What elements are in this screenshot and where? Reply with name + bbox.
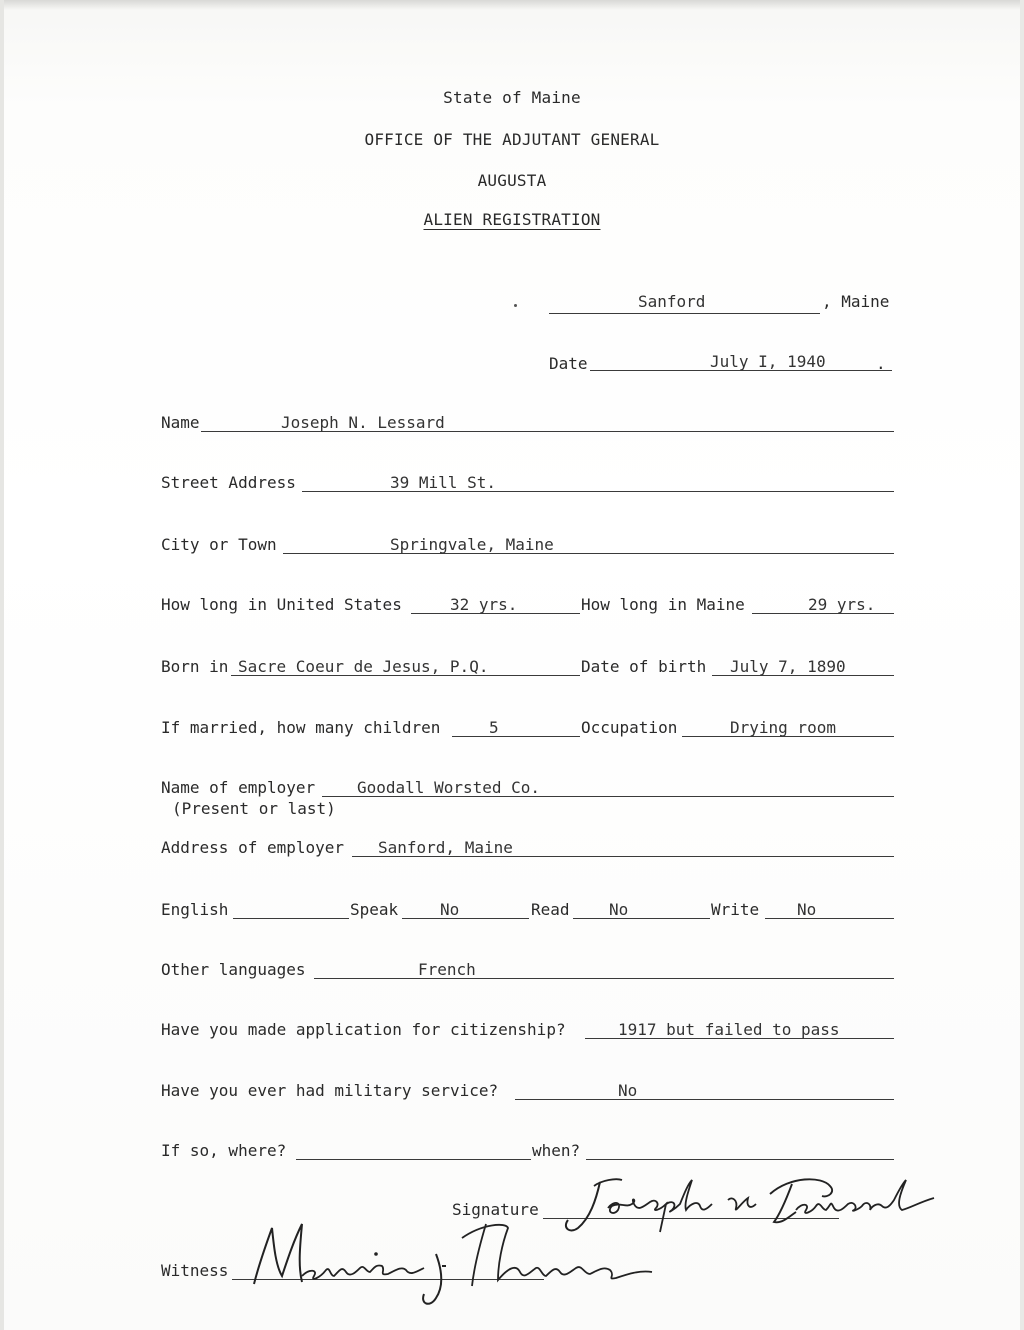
city-heading: AUGUSTA [477,171,547,190]
date-value: July I, 1940 [710,352,826,371]
signature-label: Signature [452,1200,539,1219]
witness-label: Witness [161,1261,229,1280]
where-line [296,1159,531,1160]
employer-sublabel: (Present or last) [172,799,336,818]
office-heading: OFFICE OF THE ADJUTANT GENERAL [364,130,660,149]
military-line [515,1099,894,1100]
when-line [586,1159,894,1160]
when-label: when? [532,1141,581,1160]
other-languages-label: Other languages [161,960,306,979]
read-value: No [609,900,629,919]
date-suffix: . [876,354,886,373]
dob-label: Date of birth [581,657,707,676]
military-value: No [618,1081,638,1100]
city-line [283,553,894,554]
english-line [233,918,349,919]
name-value: Joseph N. Lessard [281,413,445,432]
write-line [765,918,894,919]
children-value: 5 [489,718,499,737]
years-maine-label: How long in Maine [581,595,745,614]
speak-label: Speak [350,900,399,919]
born-in-value: Sacre Coeur de Jesus, P.Q. [238,657,489,676]
occupation-label: Occupation [581,718,678,737]
state-heading: State of Maine [443,88,581,107]
scan-edge-left [0,0,4,1330]
read-label: Read [531,900,570,919]
city-label: City or Town [161,535,277,554]
write-label: Write [711,900,760,919]
employer-address-label: Address of employer [161,838,345,857]
form-title: ALIEN REGISTRATION [423,210,601,229]
witness-signature-handwritten [236,1214,656,1314]
children-label: If married, how many children [161,718,441,737]
employer-address-value: Sanford, Maine [378,838,513,857]
location-value: Sanford [638,292,706,311]
date-label: Date [549,354,588,373]
years-us-value: 32 yrs. [450,595,518,614]
speak-line [402,918,529,919]
other-languages-value: French [418,960,476,979]
years-maine-value: 29 yrs. [808,595,876,614]
where-label: If so, where? [161,1141,287,1160]
write-value: No [797,900,817,919]
employer-value: Goodall Worsted Co. [357,778,541,797]
location-suffix: , Maine [822,292,890,311]
speak-value: No [440,900,460,919]
speck-mark [514,304,517,307]
years-us-label: How long in United States [161,595,402,614]
scan-edge-right [1020,0,1024,1330]
location-line [549,313,820,314]
born-in-label: Born in [161,657,229,676]
read-line [573,918,710,919]
citizenship-label: Have you made application for citizenship? [161,1020,566,1039]
name-label: Name [161,413,200,432]
children-line [452,736,580,737]
street-label: Street Address [161,473,296,492]
city-value: Springvale, Maine [390,535,554,554]
other-languages-line [314,978,894,979]
scan-edge-top [0,0,1024,10]
dob-value: July 7, 1890 [730,657,846,676]
occupation-value: Drying room [730,718,836,737]
street-value: 39 Mill St. [390,473,496,492]
english-label: English [161,900,229,919]
citizenship-value: 1917 but failed to pass [618,1020,840,1039]
military-label: Have you ever had military service? [161,1081,499,1100]
employer-label: Name of employer [161,778,316,797]
